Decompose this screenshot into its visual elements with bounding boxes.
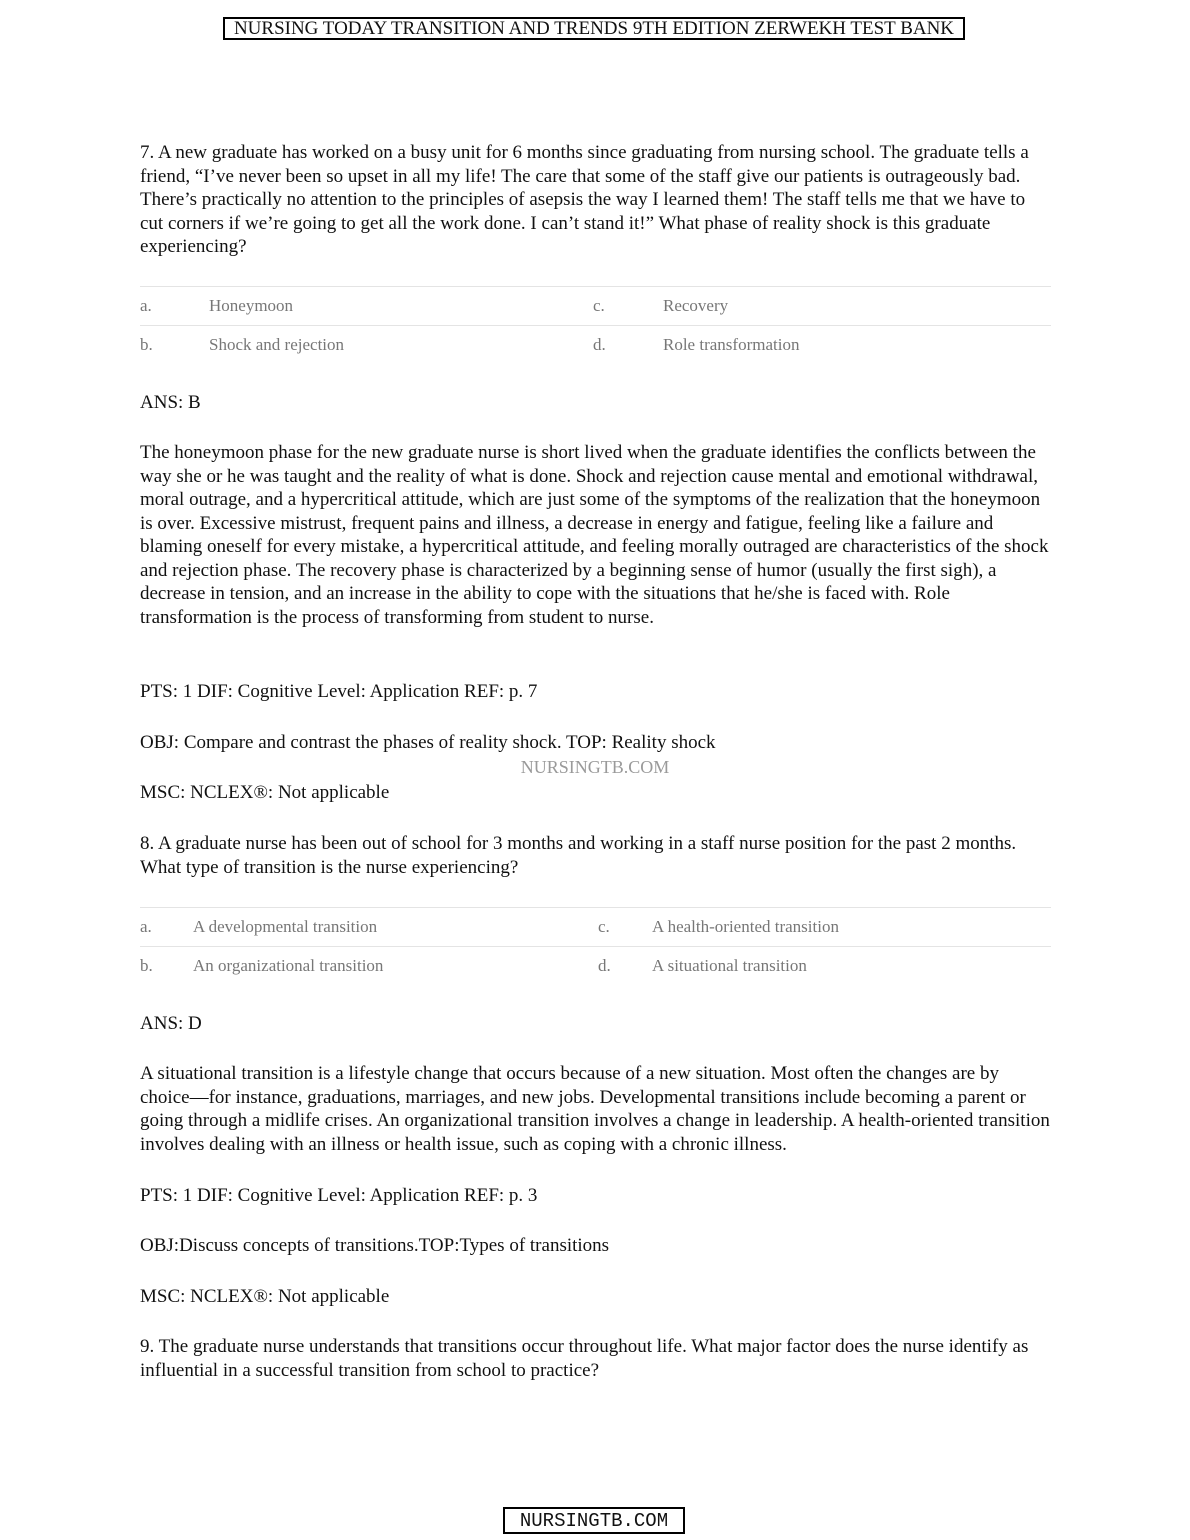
question-7-stem: 7. A new graduate has worked on a busy unit for 6 months since graduating from nursing school. The graduate tells a friend, “I’ve never been so upset in all my life! The care that some of the staff give our patients is outrageously bad. There’s practically no attention to the principles of asepsis the way I learned them! The staff tells me that we have to cut corners if we’re going to get all the work done. I can’t stand it!” What phase of reality shock is this graduate experiencing? [140, 142, 1029, 257]
question-8-obj: OBJ:Discuss concepts of transitions.TOP:Types of transitions [140, 1235, 610, 1256]
question-7-rationale: The honeymoon phase for the new graduate nurse is short lived when the graduate identifies the conflicts between the way she or he was taught and the reality of what is done. Shock and rejection cause mental and emotional withdrawal, moral outrage, and a hypercritical attitude, which are just some of the symptoms of the realization that the honeymoon is over. Excessive mistrust, frequent pains and illness, a decrease in energy and fatigue, feeling like a failure and blaming oneself for every mistake, a hypercritical attitude, and feeling morally outraged are characteristics of the shock and rejection phase. The recovery phase is characterized by a beginning sense of humor (usually the first sigh), a decrease in tension, and an increase in the ability to cope with the situations that he/she is faced with. Role transformation is the process of transforming from student to nurse. [140, 442, 1049, 628]
options-row [140, 908, 1051, 947]
option-a-text: Honeymoon [209, 296, 294, 315]
option-c-letter: c. [593, 296, 605, 315]
option-a-text: A developmental transition [193, 917, 378, 936]
option-d-text: A situational transition [652, 956, 807, 975]
question-9-stem: 9. The graduate nurse understands that transitions occur throughout life. What major factor does the nurse identify as influential in a successful transition from school to practice? [140, 1336, 1029, 1381]
question-8-answer: ANS: D [140, 1013, 202, 1034]
question-8-msc: MSC: NCLEX®: Not applicable [140, 1286, 390, 1307]
option-c-text: A health-oriented transition [652, 917, 839, 936]
question-7-answer: ANS: B [140, 392, 201, 413]
page-footer: NURSINGTB.COM [503, 1507, 685, 1534]
options-row [140, 326, 1051, 365]
option-b-letter: b. [140, 956, 153, 975]
option-b-text: An organizational transition [193, 956, 384, 975]
question-8-rationale: A situational transition is a lifestyle change that occurs because of a new situation. Most often the changes are by choice—for instance, graduations, marriages, and new jobs. Developmental transitions include becoming a parent or going through a midlife crises. An organizational transition involves a change in leadership. A health-oriented transition involves dealing with an illness or health issue, such as coping with a chronic illness. [140, 1063, 1050, 1155]
watermark: NURSINGTB.COM [520, 757, 670, 777]
page-header: NURSING TODAY TRANSITION AND TRENDS 9TH EDITION ZERWEKH TEST BANK [223, 17, 965, 40]
option-a-letter: a. [140, 296, 152, 315]
option-d-letter: d. [598, 956, 611, 975]
question-8-pts: PTS: 1 DIF: Cognitive Level: Application REF: p. 3 [140, 1185, 538, 1206]
question-8-stem: 8. A graduate nurse has been out of school for 3 months and working in a staff nurse position for the past 2 months. What type of transition is the nurse experiencing? [140, 833, 1017, 878]
option-c-letter: c. [598, 917, 610, 936]
option-d-letter: d. [593, 335, 606, 354]
question-8-options [140, 907, 1051, 985]
question-7-msc: MSC: NCLEX®: Not applicable [140, 782, 390, 803]
option-b-letter: b. [140, 335, 153, 354]
question-7-obj: OBJ: Compare and contrast the phases of reality shock. TOP: Reality shock [140, 732, 716, 753]
question-7-pts: PTS: 1 DIF: Cognitive Level: Application REF: p. 7 [140, 681, 538, 702]
option-c-text: Recovery [663, 296, 729, 315]
option-b-text: Shock and rejection [209, 335, 345, 354]
options-row [140, 947, 1051, 986]
options-row [140, 287, 1051, 326]
question-7-options [140, 286, 1051, 364]
option-a-letter: a. [140, 917, 152, 936]
option-d-text: Role transformation [663, 335, 800, 354]
